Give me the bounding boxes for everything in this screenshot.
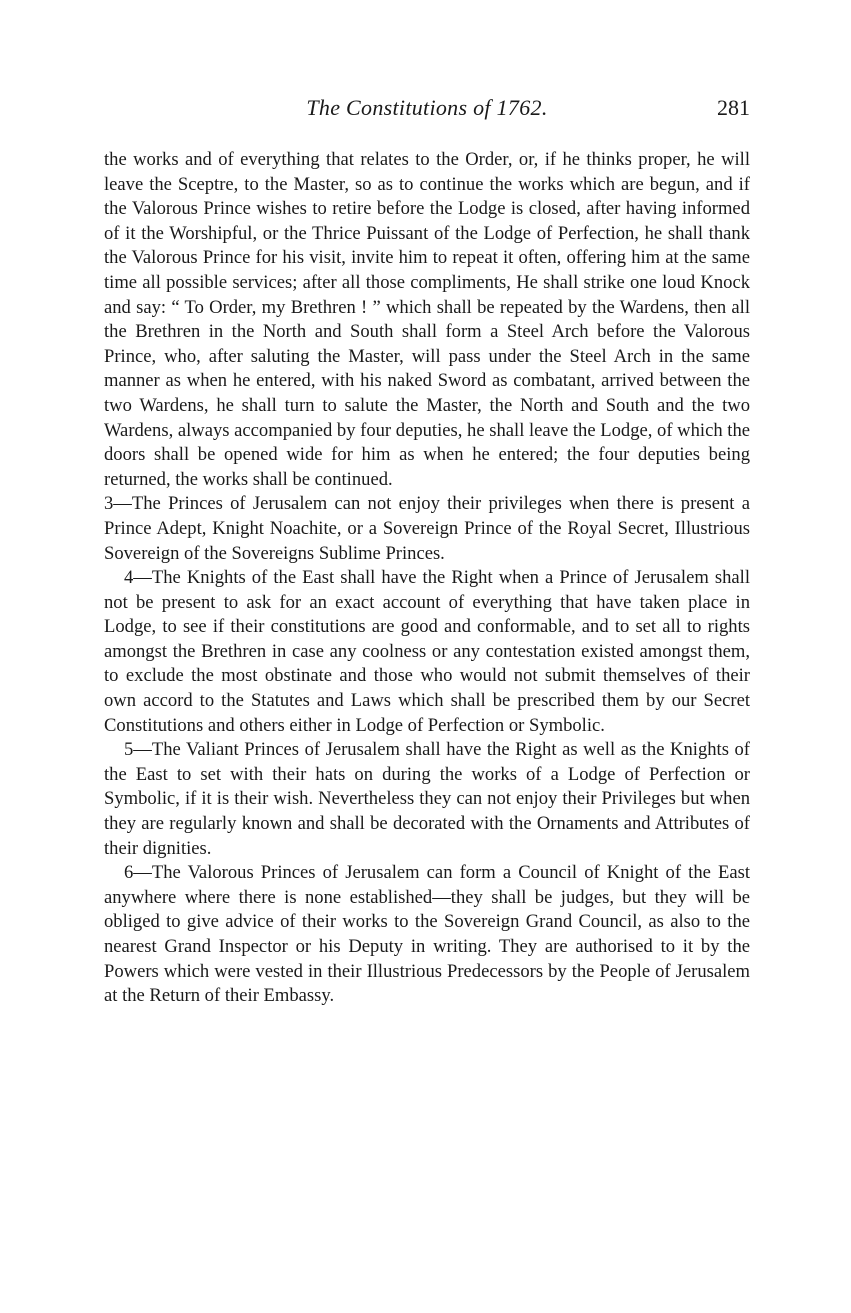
paragraph-article-4: 4—The Knights of the East shall have the Right when a Prince of Jerusalem shall not be present to ask for an exact account of everything that have taken place in Lodge, to see if their constitutions are good and conformable, and to set all to rights amongst the Brethren in case any coolness or any contestation existed amongst them, to exclude the most obstinate and those who would not submit themselves of their own accord to the Statutes and Laws which shall be prescribed them by our Secret Constitutions and others either in Lodge of Perfection or Symbolic. [104, 567, 750, 736]
paragraph-article-6: 6—The Valorous Princes of Jerusalem can form a Council of Knight of the East anywhere where there is none established—they shall be judges, but they will be obliged to give advice of their works to the Sovereign Grand Council, as also to the nearest Grand Inspector or his Deputy in writing. They are authorised to it by the Powers which were vested in their Illustrious Predecessors by the People of Jerusalem at the Return of their Embassy. [104, 862, 750, 1007]
body-text [104, 148, 750, 1009]
running-title: The Constitutions of 1762. [306, 95, 548, 120]
paragraph-article-3: 3—The Princes of Jerusalem can not enjoy their privileges when there is present a Prince Adept, Knight Noachite, or a Sovereign Prince of the Royal Secret, Illustrious Sovereign of the Sovereigns Sublime Princes. [104, 493, 750, 564]
paragraph-continuation: the works and of everything that relates to the Order, or, if he thinks proper, he will leave the Sceptre, to the Master, so as to continue the works which are begun, and if the Valorous Prince wishes to retire before the Lodge is closed, after having informed of it the Worshipful, or the Thrice Puissant of the Lodge of Perfection, he shall thank the Valorous Prince for his visit, invite him to repeat it often, offering him at the same time all possible services; after all those compliments, He shall strike one loud Knock and say: “ To Order, my Brethren ! ” which shall be repeated by the Wardens, then all the Brethren in the North and South shall form a Steel Arch before the Valorous Prince, who, after saluting the Master, will pass under the Steel Arch in the same manner as when he entered, with his naked Sword as combatant, arrived between the two Wardens, he shall turn to salute the Master, the North and South and the two Wardens, always accompanied by four deputies, he shall leave the Lodge, of which the doors shall be opened wide for him as when he entered; the four deputies being returned, the works shall be continued. [104, 149, 750, 490]
running-head [104, 92, 750, 124]
page-number: 281 [717, 95, 750, 120]
paragraph-article-5: 5—The Valiant Princes of Jerusalem shall have the Right as well as the Knights of the East to set with their hats on during the works of a Lodge of Perfection or Symbolic, if it is their wish. Nevertheless they can not enjoy their Privileges but when they are regularly known and shall be decorated with the Ornaments and Attributes of their dignities. [104, 739, 750, 859]
